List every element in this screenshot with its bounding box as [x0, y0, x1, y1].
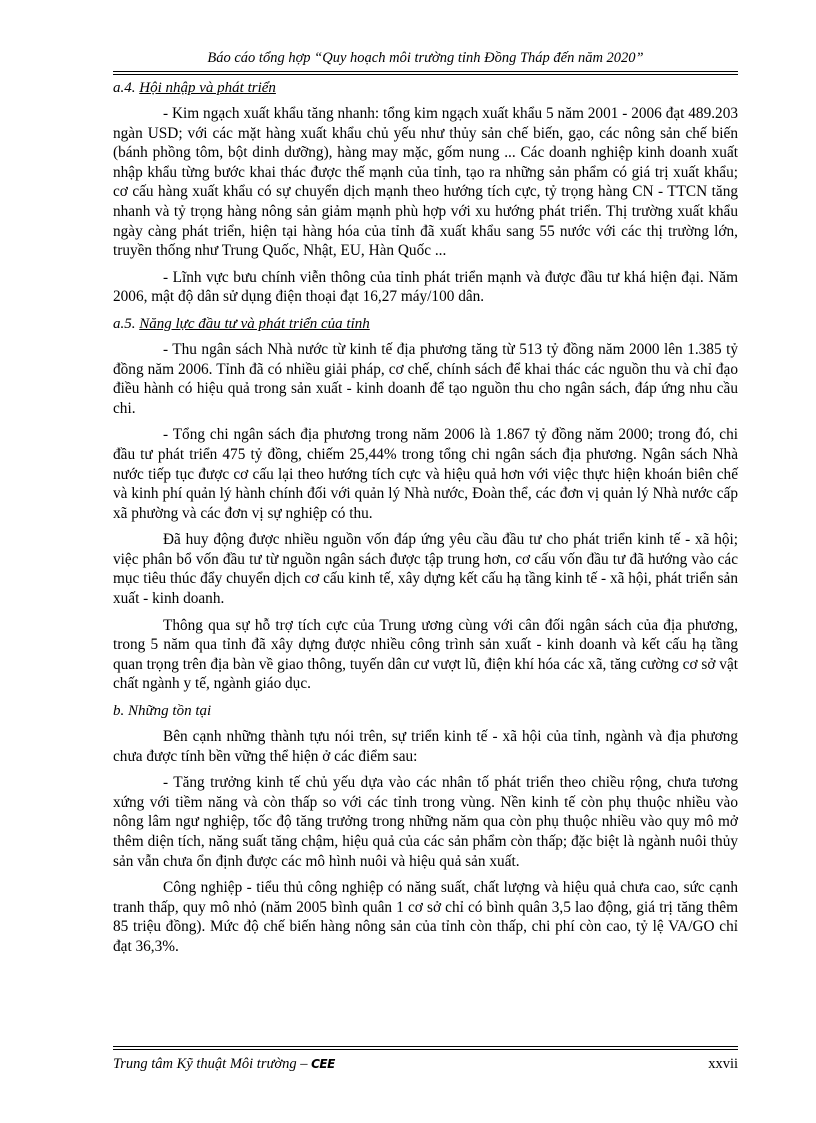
section-heading-a4 — [113, 78, 738, 98]
paragraph: - Tổng chi ngân sách địa phương trong năm 2006 là 1.867 tỷ đồng năm 2000; trong đó, chi đầu tư phát triển 475 tỷ đồng, chiếm 25,44% trong tổng chi ngân sách địa phương. Ngân sách Nhà nước tiếp tục được cơ cấu lại theo hướng tích cực và hiệu quả hơn với việc thực hiện khoán biên chế và kinh phí quản lý hành chính đối với quản lý Nhà nước, Đoàn thể, các đơn vị quản lý Nhà nước cấp xã phường và các đơn vị sự nghiệp có thu. — [113, 426, 738, 522]
paragraph: Thông qua sự hỗ trợ tích cực của Trung ương cùng với cân đối ngân sách của địa phương, trong 5 năm qua tỉnh đã xây dựng được nhiều công trình sản xuất - kinh doanh và kết cấu hạ tầng quan trọng trên địa bàn về giao thông, tuyến dân cư vượt lũ, điện khí hóa các xã, tăng cường cơ sở vật chất ngành y tế, ngành giáo dục. — [113, 616, 738, 693]
footer-organization — [113, 1054, 335, 1074]
section-title: Hội nhập và phát triển — [139, 80, 276, 96]
section-label: b. — [113, 703, 125, 720]
paragraph: - Tăng trưởng kinh tế chủ yếu dựa vào các nhân tố phát triển theo chiều rộng, chưa tương xứng với tiềm năng và còn thấp so với các tỉnh trong vùng. Nền kinh tế còn phụ thuộc nhiều vào nông lâm ngư nghiệp, tốc độ tăng trưởng trong những năm qua còn phụ thuộc nhiều vào quy mô mở thêm diện tích, năng suất tăng chậm, hiệu quả của các sản phẩm còn thấp; đặc biệt là ngành nuôi thủy sản vẫn chưa ổn định được các mô hình nuôi và hiệu quả sản xuất. — [113, 774, 738, 870]
page-header — [113, 48, 738, 75]
section-title: Năng lực đầu tư và phát triển của tỉnh — [139, 315, 370, 332]
section-label: a.4. — [113, 80, 136, 96]
paragraph: Công nghiệp - tiểu thủ công nghiệp có năng suất, chất lượng và hiệu quả chưa cao, sức cạnh tranh thấp, quy mô nhỏ (năm 2005 bình quân 1 cơ sở chỉ có bình quân 3,5 lao động, giá trị tăng thêm 85 triệu đồng). Mức độ chế biến hàng nông sản của tỉnh còn thấp, chi phí còn cao, tỷ lệ VA/GO chỉ đạt 36,3%. — [113, 879, 738, 955]
footer-org-name: Trung tâm Kỹ thuật Môi trường – — [113, 1056, 308, 1072]
page-footer — [113, 1046, 738, 1074]
paragraph: Bên cạnh những thành tựu nói trên, sự triển kinh tế - xã hội của tỉnh, ngành và địa phương chưa được tính bền vững thể hiện ở các điểm sau: — [113, 728, 738, 765]
paragraph: - Lĩnh vực bưu chính viễn thông của tỉnh phát triển mạnh và được đầu tư khá hiện đại. Năm 2006, mật độ dân sử dụng điện thoại đạt 16,27 máy/100 dân. — [113, 268, 738, 306]
report-title: Báo cáo tổng hợp “Quy hoạch môi trường tỉnh Đồng Tháp đến năm 2020” — [207, 50, 644, 66]
section-label: a.5. — [113, 315, 136, 332]
page-content — [113, 78, 738, 964]
page-number: xxvii — [708, 1056, 738, 1072]
cee-logo: CEE — [311, 1057, 335, 1071]
section-title: Những tồn tại — [128, 703, 212, 720]
section-heading-b — [113, 701, 738, 721]
paragraph: - Kim ngạch xuất khẩu tăng nhanh: tổng kim ngạch xuất khẩu 5 năm 2001 - 2006 đạt 489.203 ngàn USD; với các mặt hàng xuất khẩu chủ yếu như thủy sản chế biến, gạo, các nông sản chế biến (bánh phồng tôm, bột dinh dưỡng), hàng may mặc, gốm nung ... Các doanh nghiệp kinh doanh xuất nhập khẩu từng bước khai thác được thế mạnh của tỉnh, tạo ra những sản phẩm có giá trị xuất khẩu; cơ cấu hàng xuất khẩu có sự chuyển dịch mạnh theo hướng tích cực, tỷ trọng hàng CN - TTCN tăng nhanh và tỷ trọng hàng nông sản giảm mạnh phù hợp với xu hướng phát triển. Thị trường xuất khẩu ngày càng phát triển, hiện tại hàng hóa của tỉnh đã xuất khẩu sang 55 nước với các thị trường lớn, truyền thống như Trung Quốc, Nhật, EU, Hàn Quốc ... — [113, 105, 738, 260]
paragraph: Đã huy động được nhiều nguồn vốn đáp ứng yêu cầu đầu tư cho phát triển kinh tế - xã hội; việc phân bổ vốn đầu tư từ nguồn ngân sách được tập trung hơn, cơ cấu vốn đầu tư đã hướng vào các mục tiêu thúc đẩy chuyển dịch cơ cấu kinh tế, xây dựng kết cấu hạ tầng kinh tế - xã hội, phát triển sản xuất - kinh doanh. — [113, 531, 738, 608]
section-heading-a5 — [113, 314, 738, 334]
paragraph: - Thu ngân sách Nhà nước từ kinh tế địa phương tăng từ 513 tỷ đồng năm 2000 lên 1.385 tỷ đồng năm 2006. Tỉnh đã có nhiều giải pháp, cơ chế, chính sách để khai thác các nguồn thu và chỉ đạo điều hành có hiệu quả trong sản xuất - kinh doanh để tạo nguồn thu cho ngân sách, đáp ứng nhu cầu chi. — [113, 340, 738, 417]
